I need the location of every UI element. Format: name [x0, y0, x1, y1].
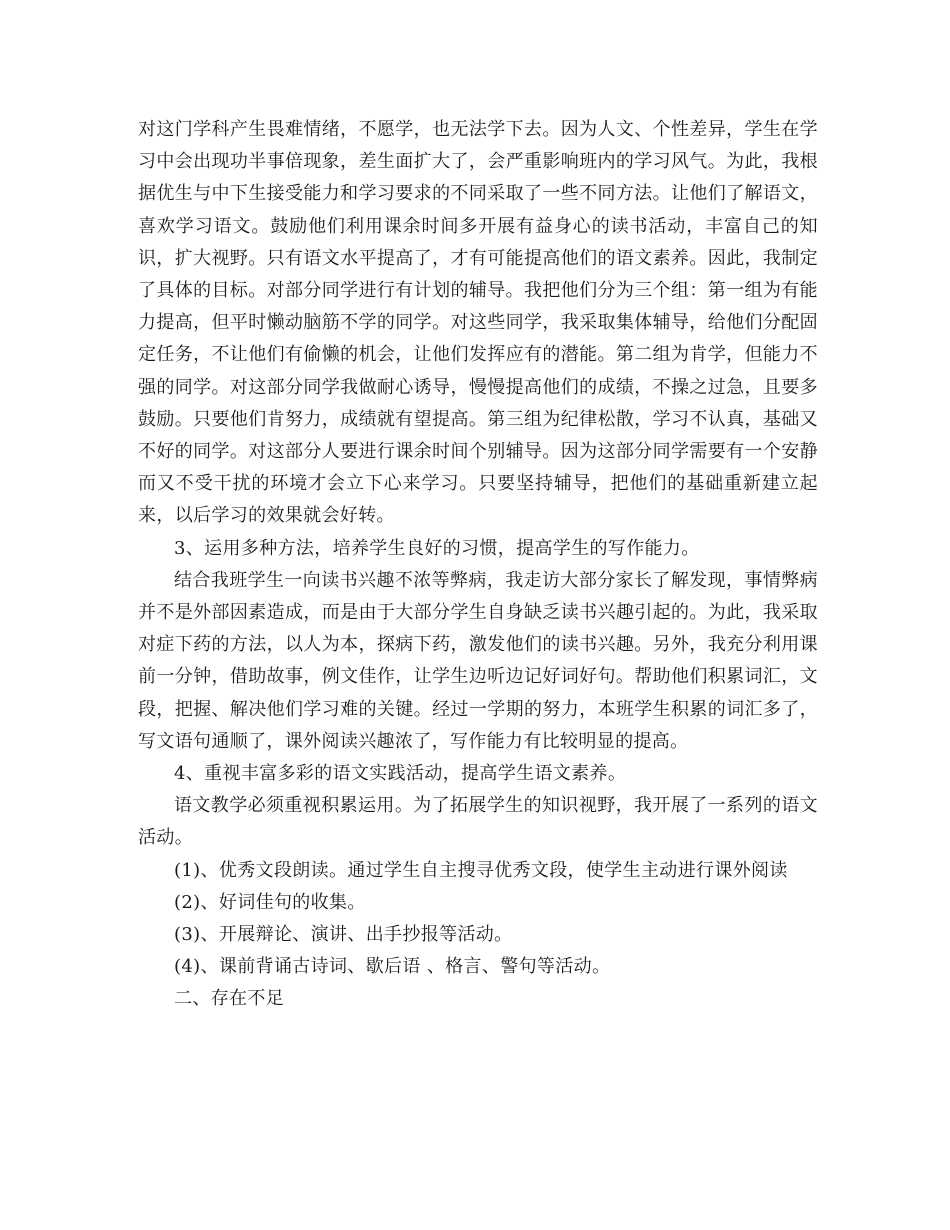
section-2-heading: 二、存在不足: [174, 988, 285, 1010]
activity-item: (1)、优秀文段朗读。通过学生自主搜寻优秀文段，使学生主动进行课外阅读: [174, 859, 788, 881]
activity-item: (3)、开展辩论、演讲、出手抄报等活动。: [174, 924, 513, 946]
paragraph-reading-interest: 结合我班学生一向读书兴趣不浓等弊病，我走访大部分家长了解发现，事情弊病并不是外部因素造成，而是由于大部分学生自身缺乏读书兴趣引起的。为此，我采取对症下药的方法，以人为本，探病下药，激发他们的读书兴趣。另外，我充分利用课前一分钟，借助故事，例文佳作，让学生边听边记好词好句。帮助他们积累词汇，文段，把握、解决他们学习难的关键。经过一学期的努力，本班学生积累的词汇多了，写文语句通顺了，课外阅读兴趣浓了，写作能力有比较明显的提高。: [138, 569, 818, 752]
paragraph-student-grouping: 对这门学科产生畏难情绪，不愿学，也无法学下去。因为人文、个性差异，学生在学习中会出现功半事倍现象，差生面扩大了，会严重影响班内的学习风气。为此，我根据优生与中下生接受能力和学习要求的不同采取了一些不同方法。让他们了解语文，喜欢学习语文。鼓励他们利用课余时间多开展有益身心的读书活动，丰富自己的知识，扩大视野。只有语文水平提高了，才有可能提高他们的语文素养。因此，我制定了具体的目标。对部分同学进行有计划的辅导。我把他们分为三个组：第一组为有能力提高，但平时懒动脑筋不学的同学。对这些同学，我采取集体辅导，给他们分配固定任务，不让他们有偷懒的机会，让他们发挥应有的潜能。第二组为肯学，但能力不强的同学。对这部分同学我做耐心诱导，慢慢提高他们的成绩，不操之过急，且要多鼓励。只要他们肯努力，成绩就有望提高。第三组为纪律松散，学习不认真，基础又不好的同学。对这部分人要进行课余时间个别辅导。因为这部分同学需要有一个安静而又不受干扰的环境才会立下心来学习。只要坚持辅导，把他们的基础重新建立起来，以后学习的效果就会好转。: [138, 119, 818, 527]
paragraph-language-activities: 语文教学必须重视积累运用。为了拓展学生的知识视野，我开展了一系列的语文活动。: [138, 795, 818, 849]
document-body: [138, 114, 818, 1016]
activity-item: (4)、课前背诵古诗词、歇后语 、格言、警句等活动。: [174, 956, 611, 978]
activity-item: (2)、好词佳句的收集。: [174, 891, 366, 913]
point-3-heading: 3、运用多种方法，培养学生良好的习惯，提高学生的写作能力。: [174, 537, 700, 559]
point-4-heading: 4、重视丰富多彩的语文实践活动，提高学生语文素养。: [174, 763, 627, 785]
